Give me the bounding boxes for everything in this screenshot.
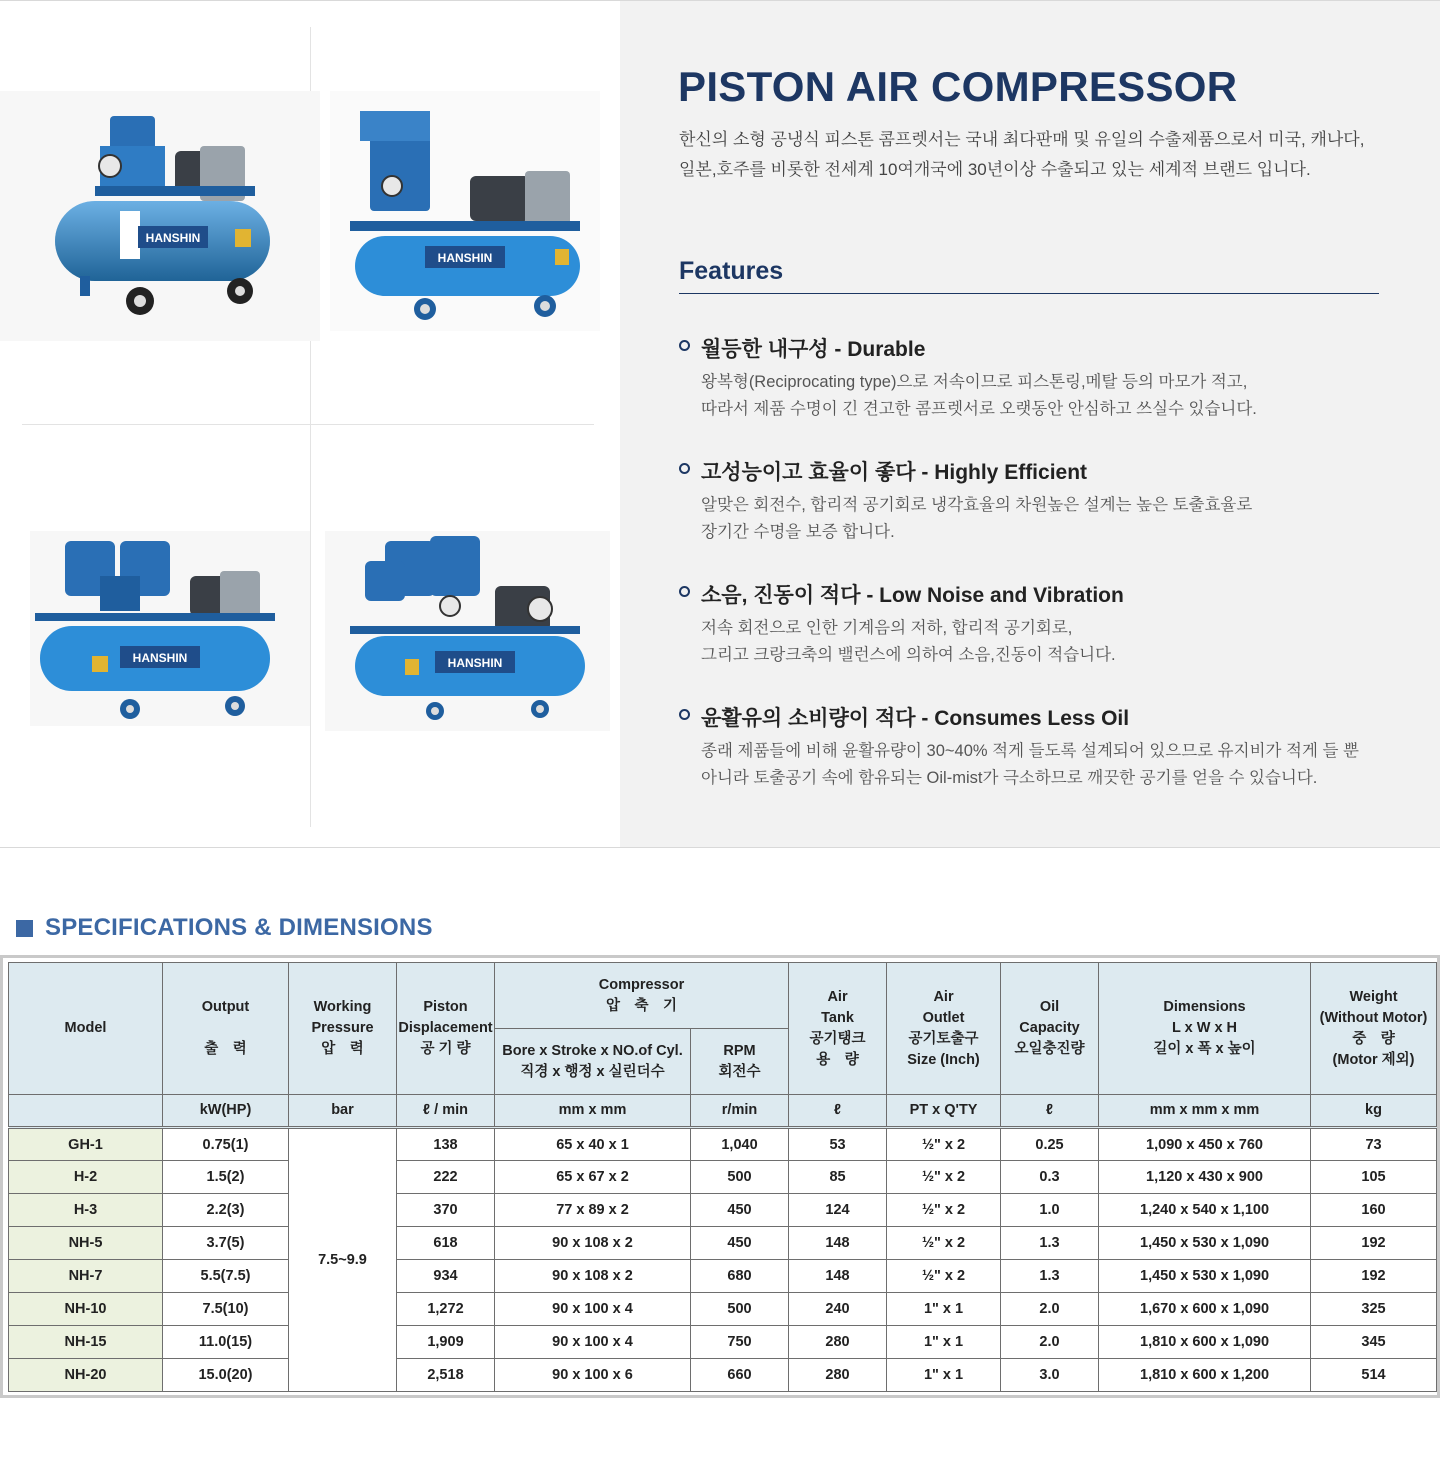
page-title: PISTON AIR COMPRESSOR <box>678 63 1238 110</box>
table-row <box>9 1359 1437 1392</box>
cell-weight: 192 <box>1311 1227 1437 1260</box>
cell-piston: 370 <box>397 1194 495 1227</box>
cell-tank: 85 <box>789 1161 887 1194</box>
cell-tank: 148 <box>789 1227 887 1260</box>
cell-weight: 345 <box>1311 1326 1437 1359</box>
header-compressor: Compressor 압 축 기 <box>495 963 789 1029</box>
cell-bore: 77 x 89 x 2 <box>495 1194 691 1227</box>
square-bullet-icon <box>16 920 33 937</box>
header-bore-stroke: Bore x Stroke x NO.of Cyl. 직경 x 행정 x 실린더수 <box>495 1029 691 1095</box>
cell-oil: 0.25 <box>1001 1128 1099 1161</box>
unit-weight: kg <box>1311 1095 1437 1128</box>
feature-title: 윤활유의 소비량이 적다 - Consumes Less Oil <box>701 707 1130 730</box>
cell-dimensions: 1,810 x 600 x 1,200 <box>1099 1359 1311 1392</box>
cell-rpm: 680 <box>691 1260 789 1293</box>
cell-weight: 73 <box>1311 1128 1437 1161</box>
table-row <box>9 1194 1437 1227</box>
cell-output: 3.7(5) <box>163 1227 289 1260</box>
cell-model: NH-15 <box>9 1326 163 1359</box>
cell-model: H-2 <box>9 1161 163 1194</box>
feature-description: 장기간 수명을 보증 합니다. <box>701 523 895 541</box>
svg-text:HANSHIN: HANSHIN <box>145 231 201 245</box>
cell-bore: 65 x 67 x 2 <box>495 1161 691 1194</box>
unit-tank: ℓ <box>789 1095 887 1128</box>
cell-piston: 2,518 <box>397 1359 495 1392</box>
feature-description: 따라서 제품 수명이 긴 견고한 콤프렛서로 오랫동안 안심하고 쓰실수 있습니다. <box>701 400 1257 418</box>
unit-oil: ℓ <box>1001 1095 1099 1128</box>
intro-text-line1: 한신의 소형 공냉식 피스톤 콤프렛서는 국내 최다판매 및 유일의 수출제품으로서 미국, 캐나다, <box>679 130 1365 149</box>
cell-model: GH-1 <box>9 1128 163 1161</box>
table-row <box>9 1128 1437 1161</box>
cell-rpm: 500 <box>691 1161 789 1194</box>
product-image-panel <box>0 1 620 847</box>
cell-weight: 514 <box>1311 1359 1437 1392</box>
svg-text:HANSHIN: HANSHIN <box>132 651 188 665</box>
cell-output: 1.5(2) <box>163 1161 289 1194</box>
svg-text:HANSHIN: HANSHIN <box>437 251 493 265</box>
specs-table-container <box>0 955 1440 1398</box>
cell-tank: 53 <box>789 1128 887 1161</box>
cell-output: 2.2(3) <box>163 1194 289 1227</box>
cell-output: 7.5(10) <box>163 1293 289 1326</box>
cell-outlet: 1" x 1 <box>887 1293 1001 1326</box>
cell-model: NH-7 <box>9 1260 163 1293</box>
cell-tank: 280 <box>789 1359 887 1392</box>
bullet-circle-icon <box>679 463 690 474</box>
unit-pressure: bar <box>289 1095 397 1128</box>
cell-bore: 90 x 100 x 6 <box>495 1359 691 1392</box>
cell-dimensions: 1,670 x 600 x 1,090 <box>1099 1293 1311 1326</box>
cell-model: NH-10 <box>9 1293 163 1326</box>
cell-bore: 90 x 108 x 2 <box>495 1260 691 1293</box>
intro-text-line2: 일본,호주를 비롯한 전세계 10여개국에 30년이상 수출되고 있는 세계적 브랜드 입니다. <box>679 160 1311 179</box>
cell-outlet: 1" x 1 <box>887 1326 1001 1359</box>
feature-description: 저속 회전으로 인한 기계음의 저하, 합리적 공기회로, <box>701 619 1073 637</box>
header-model: Model <box>9 963 163 1095</box>
cell-tank: 148 <box>789 1260 887 1293</box>
header-piston: Piston Displacement 공 기 량 <box>397 963 495 1095</box>
cell-output: 0.75(1) <box>163 1128 289 1161</box>
header-oil-capacity: Oil Capacity 오일충진량 <box>1001 963 1099 1095</box>
specs-table <box>8 962 1437 1392</box>
cell-rpm: 450 <box>691 1227 789 1260</box>
unit-bore: mm x mm <box>495 1095 691 1128</box>
compressor-photo-nh20 <box>325 531 610 731</box>
cell-rpm: 1,040 <box>691 1128 789 1161</box>
cell-piston: 222 <box>397 1161 495 1194</box>
compressor-photo-h2 <box>330 91 600 331</box>
cell-rpm: 750 <box>691 1326 789 1359</box>
cell-oil: 2.0 <box>1001 1326 1099 1359</box>
header-weight: Weight (Without Motor) 중 량 (Motor 제외) <box>1311 963 1437 1095</box>
bullet-circle-icon <box>679 709 690 720</box>
cell-outlet: ½" x 2 <box>887 1227 1001 1260</box>
specs-heading <box>16 914 433 942</box>
unit-outlet: PT x Q'TY <box>887 1095 1001 1128</box>
bullet-circle-icon <box>679 340 690 351</box>
header-air-outlet: Air Outlet 공기토출구 Size (Inch) <box>887 963 1001 1095</box>
cell-outlet: 1" x 1 <box>887 1359 1001 1392</box>
cell-bore: 90 x 108 x 2 <box>495 1227 691 1260</box>
cell-outlet: ½" x 2 <box>887 1260 1001 1293</box>
cell-piston: 934 <box>397 1260 495 1293</box>
table-row <box>9 1227 1437 1260</box>
feature-description: 알맞은 회전수, 합리적 공기회로 냉각효율의 차원높은 설계는 높은 토출효율로 <box>701 496 1253 514</box>
cell-output: 11.0(15) <box>163 1326 289 1359</box>
header-air-tank: Air Tank 공기탱크 용 량 <box>789 963 887 1095</box>
feature-title: 소음, 진동이 적다 - Low Noise and Vibration <box>701 584 1124 607</box>
product-description-panel <box>620 1 1440 847</box>
cell-outlet: ½" x 2 <box>887 1161 1001 1194</box>
cell-rpm: 450 <box>691 1194 789 1227</box>
cell-dimensions: 1,810 x 600 x 1,090 <box>1099 1326 1311 1359</box>
cell-oil: 0.3 <box>1001 1161 1099 1194</box>
cell-piston: 138 <box>397 1128 495 1161</box>
cell-oil: 1.0 <box>1001 1194 1099 1227</box>
compressor-photo-nh10 <box>30 531 310 726</box>
svg-text:HANSHIN: HANSHIN <box>447 656 503 670</box>
cell-tank: 240 <box>789 1293 887 1326</box>
table-row <box>9 1161 1437 1194</box>
cell-bore: 90 x 100 x 4 <box>495 1326 691 1359</box>
cell-pressure: 7.5~9.9 <box>289 1128 397 1392</box>
cell-bore: 65 x 40 x 1 <box>495 1128 691 1161</box>
cell-bore: 90 x 100 x 4 <box>495 1293 691 1326</box>
cell-weight: 160 <box>1311 1194 1437 1227</box>
header-output: Output 출 력 <box>163 963 289 1095</box>
cell-weight: 105 <box>1311 1161 1437 1194</box>
header-rpm: RPM 회전수 <box>691 1029 789 1095</box>
cell-model: NH-20 <box>9 1359 163 1392</box>
feature-description: 종래 제품들에 비해 윤활유량이 30~40% 적게 들도록 설계되어 있으므로 유지비가 적게 들 뿐 <box>701 742 1359 760</box>
table-row <box>9 1293 1437 1326</box>
cell-rpm: 660 <box>691 1359 789 1392</box>
compressor-photo-gh1 <box>0 91 320 341</box>
cell-dimensions: 1,450 x 530 x 1,090 <box>1099 1260 1311 1293</box>
unit-rpm: r/min <box>691 1095 789 1128</box>
cell-output: 15.0(20) <box>163 1359 289 1392</box>
cell-piston: 1,272 <box>397 1293 495 1326</box>
cell-model: H-3 <box>9 1194 163 1227</box>
cell-dimensions: 1,240 x 540 x 1,100 <box>1099 1194 1311 1227</box>
table-row <box>9 1326 1437 1359</box>
cell-outlet: ½" x 2 <box>887 1128 1001 1161</box>
feature-description: 그리고 크랑크축의 밸런스에 의하여 소음,진동이 적습니다. <box>701 646 1116 664</box>
feature-description: 왕복형(Reciprocating type)으로 저속이므로 피스톤링,메탈 등의 마모가 적고, <box>701 373 1248 391</box>
cell-tank: 124 <box>789 1194 887 1227</box>
cell-output: 5.5(7.5) <box>163 1260 289 1293</box>
specs-title: SPECIFICATIONS & DIMENSIONS <box>45 914 433 941</box>
bullet-circle-icon <box>679 586 690 597</box>
unit-dimensions: mm x mm x mm <box>1099 1095 1311 1128</box>
header-pressure: Working Pressure 압 력 <box>289 963 397 1095</box>
cell-piston: 1,909 <box>397 1326 495 1359</box>
header-dimensions: Dimensions L x W x H 길이 x 폭 x 높이 <box>1099 963 1311 1095</box>
cell-outlet: ½" x 2 <box>887 1194 1001 1227</box>
cell-oil: 2.0 <box>1001 1293 1099 1326</box>
unit-model <box>9 1095 163 1128</box>
unit-output: kW(HP) <box>163 1095 289 1128</box>
cell-weight: 192 <box>1311 1260 1437 1293</box>
features-divider <box>679 293 1379 294</box>
cell-oil: 1.3 <box>1001 1260 1099 1293</box>
cell-oil: 3.0 <box>1001 1359 1099 1392</box>
cell-weight: 325 <box>1311 1293 1437 1326</box>
image-divider-horizontal <box>22 424 594 425</box>
feature-title: 고성능이고 효율이 좋다 - Highly Efficient <box>701 461 1088 484</box>
unit-piston: ℓ / min <box>397 1095 495 1128</box>
feature-title: 월등한 내구성 - Durable <box>701 338 926 361</box>
feature-description: 아니라 토출공기 속에 함유되는 Oil-mist가 극소하므로 깨끗한 공기를 얻을 수 있습니다. <box>701 769 1318 787</box>
cell-dimensions: 1,120 x 430 x 900 <box>1099 1161 1311 1194</box>
cell-dimensions: 1,090 x 450 x 760 <box>1099 1128 1311 1161</box>
cell-model: NH-5 <box>9 1227 163 1260</box>
cell-piston: 618 <box>397 1227 495 1260</box>
features-heading: Features <box>679 257 784 285</box>
cell-tank: 280 <box>789 1326 887 1359</box>
cell-oil: 1.3 <box>1001 1227 1099 1260</box>
table-row <box>9 1260 1437 1293</box>
cell-dimensions: 1,450 x 530 x 1,090 <box>1099 1227 1311 1260</box>
cell-rpm: 500 <box>691 1293 789 1326</box>
